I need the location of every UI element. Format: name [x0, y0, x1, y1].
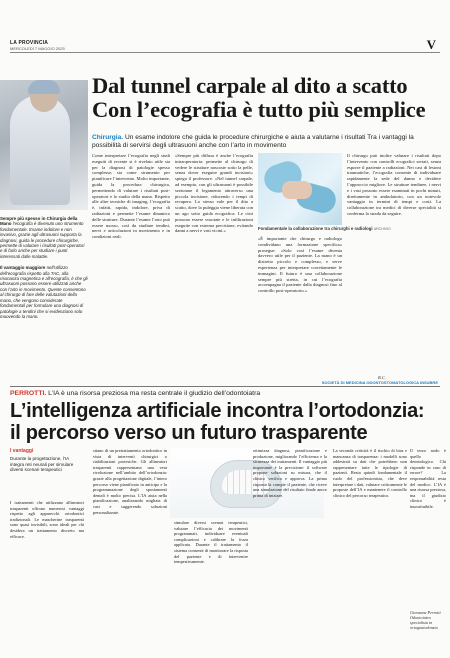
article2-kicker-text: L’IA è una risorsa preziosa ma resta centrale il giudizio dell’odontoiatra: [46, 390, 261, 397]
article1-title-line1: Dal tunnel carpale al dito a scatto: [92, 73, 408, 98]
photo-caption2-text: nell’utilizzo dell’ecografia rispetto alla TAC, alla risonanza magnetica e all’ecografia, è che gli ultrasuoni possono essere utilizzati anche con l’arto in movimento. Queste consentono al chirurgo di fare delle valutazioni della mano, che vengono considerate fondamentali per formulare una diagnosi di patologie a tendini che si evidenziano solo muovendo la mano.: [0, 265, 88, 319]
article1-title-line2: Con l’ecografia è tutto più semplice: [92, 97, 426, 122]
photo-caption-text: l’ecografia è divenuto uno strumento fondamentale. Esame indolore e non invasivo, grazie agli ultrasuoni supporta la diagnosi, guida le procedure chirurgiche, permette di valutare i risultati post-operatori e di farlo anche per studiare i punti interessati dalle malattie.: [0, 221, 85, 259]
surgery-hands-photo: [258, 153, 342, 225]
masthead: LA PROVINCIA: [10, 40, 49, 46]
photo-caption2-bold: Il vantaggio maggiore: [0, 265, 46, 271]
doctor-photo: [0, 80, 88, 210]
photo2-credit: ARCHIVIO: [373, 227, 391, 231]
article1-column-d: Il chirurgo può inoltre valutare i risultati dopo l’intervento con controlli ecografici seriati, senza esporre il paziente a radiazioni. Nei casi di lesioni traumatiche, l’ecografia consente di individuare rapidamente la sede del danno e decidere l’approccio migliore. Le strutture tendinee, i nervi e i vasi possono essere esaminati in pochi minuti, direttamente in ambulatorio, con un notevole vantaggio in termini di tempi e costi. La collaborazione tra medici di diverse specialità si conferma la strada da seguire.: [347, 153, 441, 216]
article1-kicker: Chirurgia.: [92, 134, 124, 141]
article2-column-c: simulare diversi scenari terapeutici, valutare l’efficacia dei movimenti programmati, individuare eventuali complicazioni e calibrare la forza applicata. Durante il trattamento il sistema consente di monitorare la risposta del paziente e di intervenire tempestivamente.: [174, 520, 248, 565]
section-divider: [10, 386, 440, 387]
photo-caption-bold: Sempre più spesso in Chirurgia della Mano: [0, 216, 78, 227]
photo2-caption: [258, 226, 438, 231]
article2-column-b: sitano di un pretrattamento ortodontico in vista di interventi chirurgici o riabilitazioni protesiche. Gli allineatori trasparenti rappresentano una vera rivoluzione nell’ambito dell’ortodonzia: grazie alla progettazione digitale, l’intero percorso viene pianificato in anticipo e la programmazione degli spostamenti dentali è molto precisa. L’IA aiuta nella pianificazione, analizzando migliaia di casi e suggerendo soluzioni personalizzate.: [93, 448, 167, 515]
article1-column-c: «È importante che chirurgo e radiologo condividano una formazione specifica» prosegue. «Solo così l’esame diventa davvero utile per il paziente. La mano è un distretto piccolo e complesso, e serve esperienza per interpretare correttamente le immagini. Il futuro è una collaborazione sempre più stretta, in cui l’ecografia accompagna il paziente dalla diagnosi fino al controllo post-operatorio.»: [258, 236, 342, 294]
article2-title-line2: il percorso verso un futuro trasparente: [10, 422, 368, 444]
sidebar-text: Durante la progettazione, l’IA integra reti neurali per simulare diversi scenari terapeutici: [10, 456, 74, 473]
article2-column-a: I trattamenti che utilizzano allineatori trasparenti offrono numerosi vantaggi rispetto agli apparecchi ortodontici tradizionali. Le mascherine trasparenti sono quasi invisibili, sono ideali per chi desidera un trattamento discreto ma efficace.: [10, 500, 84, 539]
patient-hand: [282, 181, 312, 199]
photo-caption: [0, 216, 88, 319]
article1-column-a: Come interpretare l’ecografia negli studi eseguiti di recente si è rivelato utile sia per la diagnosi di patologie spesso complesse, sia come strumento per pianificare l’intervento. Molto importante, guida la procedura chirurgica, permettendo di valutare i risultati post-operatori e lo studio della mano. Rispetto alle altre tecniche di imaging, l’ecografia è, infatti, rapida, indolore, priva di radiazioni e permette l’esame dinamico delle strutture. Durante l’esame l’arto può essere mosso, così da studiare tendini, nervi e articolazioni in movimento e in condizioni reali.: [92, 153, 170, 240]
article1-author: B.C.: [378, 375, 386, 380]
page-number: V: [426, 37, 436, 52]
article1-column-b: «Sempre più diffusa è anche l’ecografia intraoperatoria: permette al chirurgo di vedere le strutture nascoste sotto la pelle, senza dover eseguire grandi incisioni» spiega il professore. «Nel tunnel carpale, ad esempio, con gli ultrasuoni è possibile sezionare il legamento attraverso una piccola incisione, riducendo i tempi di recupero. Lo stesso vale per il dito a scatto, dove la puleggia viene liberata con un ago sotto guida ecografica. Le cisti possono essere svuotate e le infiltrazioni eseguite con estrema precisione, evitando danni a nervi e vasi vicini.»: [175, 153, 253, 234]
article2-title-line1: L’intelligenza artificiale incontra l’ortodonzia:: [10, 400, 425, 422]
article1-subtitle: [92, 134, 444, 150]
surgical-cap: [28, 80, 60, 94]
article1-subtitle-text: Un esame indolore che guida le procedure chirurgiche e aiuta a valutarne i risultati Tra i vantaggi la possibilità di servirsi degli ultrasuoni anche con l’arto in movimento: [92, 134, 414, 150]
section-label: SOCIETÀ DI MEDICINA ODONTOSTOMATOLOGICA INSUBRE: [321, 380, 438, 385]
sidebar-heading: I vantaggi: [10, 448, 34, 454]
article2-column-d: ottimizza diagnosi, pianificazione e produzione, migliorando l’efficienza e la sicurezza dei trattamenti. Il vantaggio più importante è la precisione: il software propone soluzioni su misura, che il clinico verifica e approva. La prima risposta la compie il paziente, che riceve una simulazione del risultato finale ancor prima di iniziare.: [253, 448, 327, 498]
advantages-sidebar: [10, 448, 84, 473]
article2-column-e: La seconda criticità è il rischio di bias e mancanza di trasparenza: i modelli sono addestrati su dati che potrebbero non rappresentare tutte le tipologie di pazienti. Resta quindi fondamentale il ruolo del professionista, che deve interpretare i dati, valutare criticamente le proposte dell’IA e mantenere il controllo clinico del percorso terapeutico.: [333, 448, 407, 498]
dateline: MERCOLEDÌ 7 MAGGIO 2025: [10, 46, 65, 51]
article2-column-f: Il terzo nodo è quello deontologico. Chi risponde in caso di errore? La responsabilità resta del medico. L’IA è una risorsa preziosa, ma il giudizio clinico è insostituibile.: [410, 448, 446, 509]
article2-author: Giovanna Perrotti Odontoiatra specialista in ortognatodonzia: [410, 610, 441, 630]
photo2-caption-text: Fondamentale la collaborazione tra chirurghi e radiologi: [258, 226, 373, 231]
header-rule: [10, 52, 440, 53]
article2-kicker: [10, 390, 260, 397]
article2-kicker-name: PERROTTI.: [10, 390, 47, 397]
